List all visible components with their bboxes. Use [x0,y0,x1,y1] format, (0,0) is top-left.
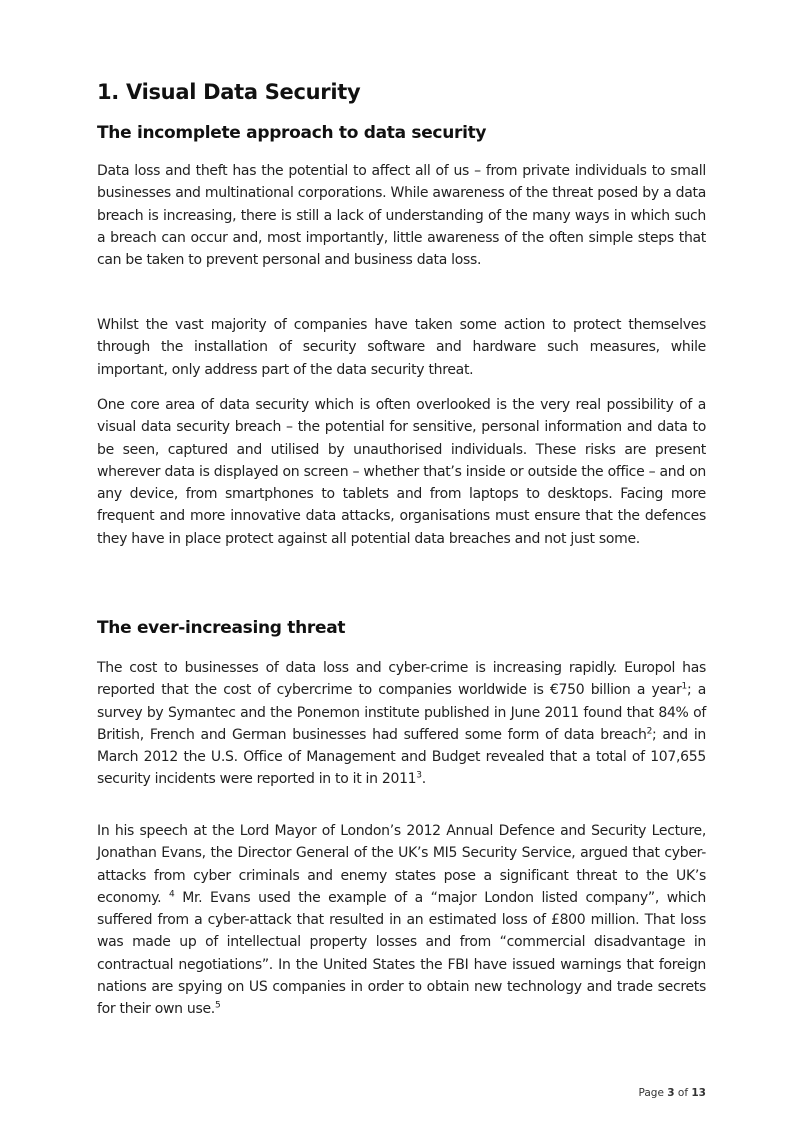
page-number-footer [638,1087,706,1099]
total-pages: 13 [691,1087,706,1099]
footnote-ref[interactable]: 4 [169,889,175,900]
page-label: Page [638,1087,664,1099]
current-page: 3 [667,1087,675,1099]
paragraph: One core area of data security which is often overlooked is the very real possibility of a visual data security breach – the potential for sensitive, personal information and data to be seen, captured and utilised by unauthorised individuals. These risks are present wherever data is displayed on screen – whether that’s inside or outside the office – and on any device, from smartphones to tablets and from laptops to desktops. Facing more frequent and more innovative data attacks, organisations must ensure that the defences they have in place protect against all potential data breaches and not just some. [97,397,706,547]
paragraph: Data loss and theft has the potential to affect all of us – from private individuals to small businesses and multinational corporations. While awareness of the threat posed by a data breach is increasing, there is still a lack of understanding of the many ways in which such a breach can occur and, most importantly, little awareness of the often simple steps that can be taken to prevent personal and business data loss. [97,163,706,269]
page-heading: 1. Visual Data Security [97,80,361,104]
paragraph: Whilst the vast majority of companies have taken some action to protect themselves through the installation of security software and hardware such measures, while important, only address part of the data security threat. [97,317,706,378]
footnote-ref[interactable]: 2 [646,726,652,737]
paragraph: In his speech at the Lord Mayor of London’s 2012 Annual Defence and Security Lecture, Jonathan Evans, the Director General of the UK’s MI5 Security Service, argued that cyber-attacks from cyber criminals and enemy states pose a significant threat to the UK’s economy. $^4$ Mr. Evans used the example of a “major London listed company”, which suffered from a cyber-attack that resulted in an estimated loss of £800 million. That loss was made up of intellectual property losses and from “commercial disadvantage in contractual negotiations”. In the United States the FBI have issued warnings that foreign nations are spying on US companies in order to obtain new technology and trade secrets for their own use.$^5$ [97,823,706,1018]
footnote-ref[interactable]: 5 [214,1000,221,1011]
section-title-incomplete-approach: The incomplete approach to data security [97,123,487,143]
footnote-ref[interactable]: 3 [416,770,422,781]
page-of-label: of [677,1087,689,1099]
section-title-ever-increasing-threat: The ever-increasing threat [97,618,346,638]
footnote-ref[interactable]: 1 [681,681,687,692]
paragraph: The cost to businesses of data loss and cyber-crime is increasing rapidly. Europol has reported that the cost of cybercrime to companies worldwide is €750 billion a year$^1$; a survey by Symantec and the Ponemon institute published in June 2011 found that 84% of British, French and German businesses had suffered some form of data breach$^2$; and in March 2012 the U.S. Office of Management and Budget revealed that a total of 107,655 security incidents were reported in to it in 2011$^3$. [97,660,706,788]
